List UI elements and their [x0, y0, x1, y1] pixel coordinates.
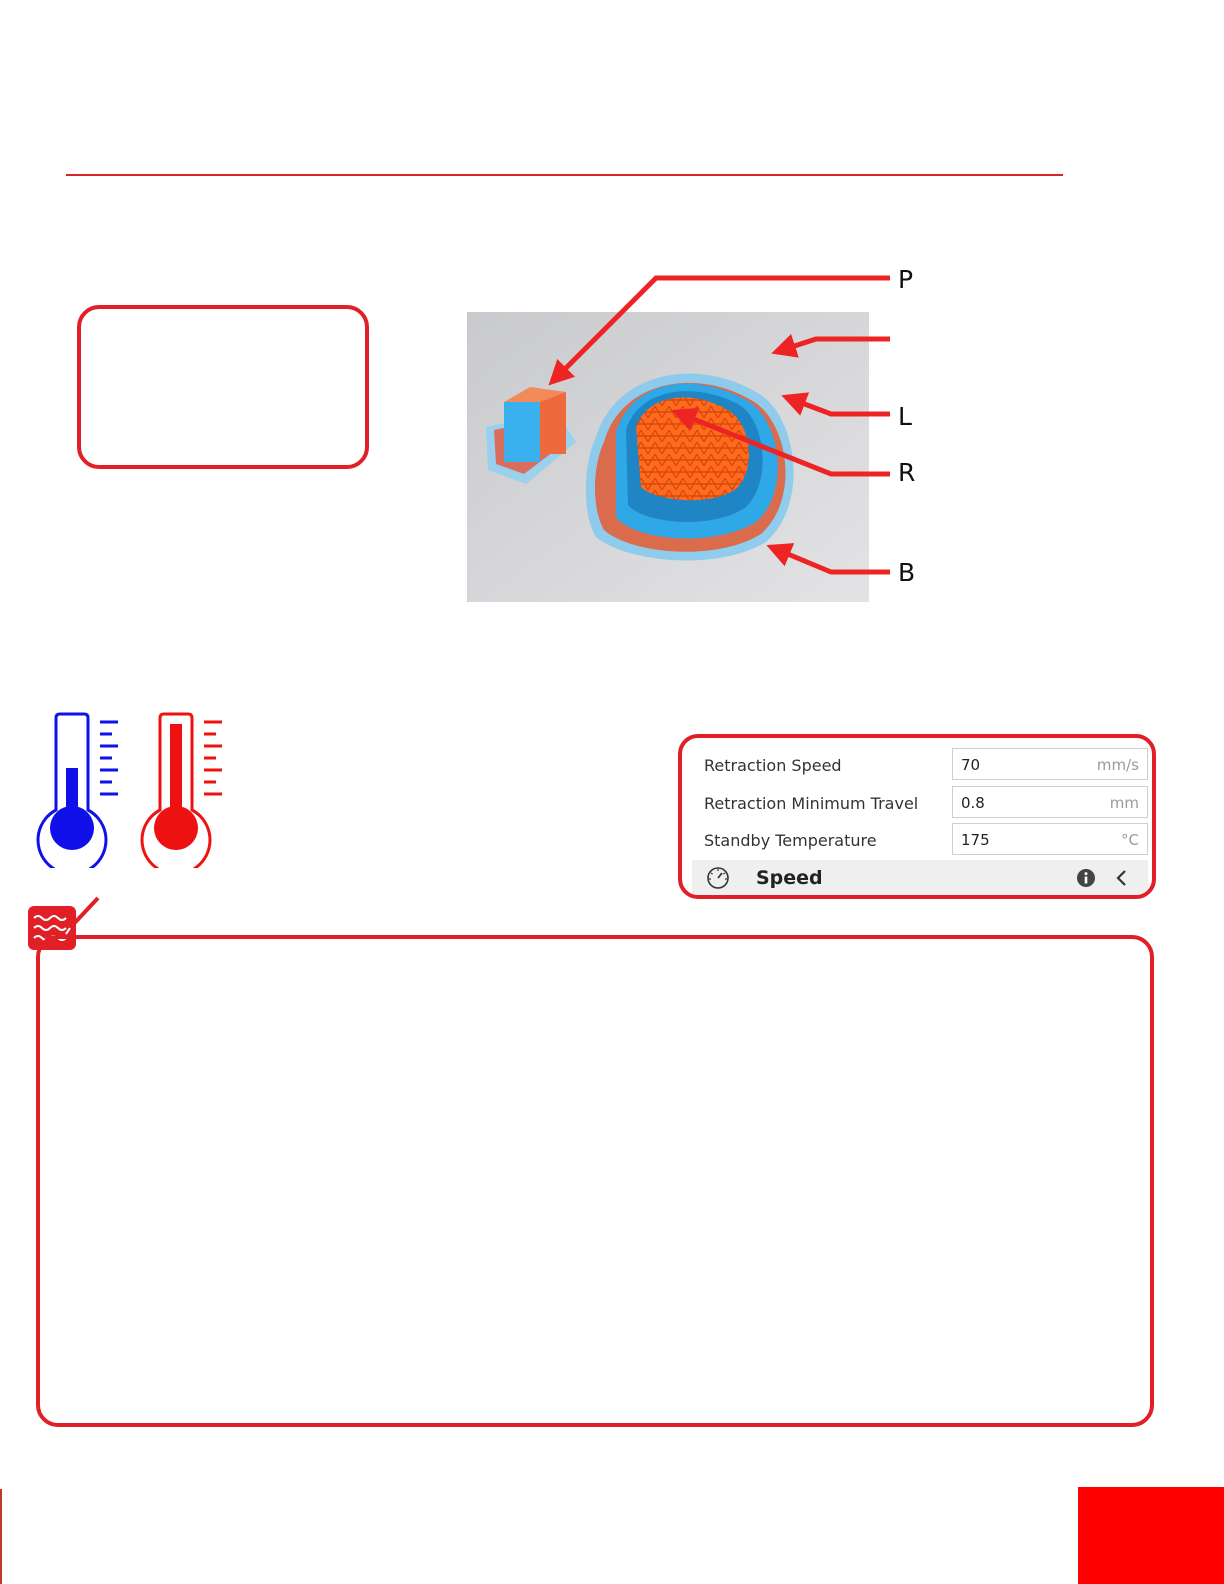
retraction-speed-field[interactable]	[952, 748, 1148, 780]
setting-label: Retraction Speed	[704, 756, 842, 775]
print-diagram	[466, 262, 926, 604]
cold-thermometer-icon	[36, 710, 126, 872]
field-value: 175	[961, 831, 990, 849]
hot-thermometer-icon	[140, 710, 230, 872]
support-cube	[504, 402, 540, 462]
setting-row-retraction-speed	[692, 748, 1148, 782]
field-unit: °C	[1121, 831, 1139, 849]
standby-temperature-field[interactable]	[952, 823, 1148, 855]
setting-row-standby-temperature	[692, 823, 1148, 857]
field-unit: mm	[1109, 794, 1139, 812]
speed-section-label: Speed	[756, 867, 823, 889]
header-rule	[66, 174, 1063, 176]
callout-label-3: L	[898, 402, 912, 431]
settings-panel	[678, 734, 1156, 899]
page-corner-tab	[1078, 1487, 1224, 1584]
setting-row-retraction-min-travel	[692, 786, 1148, 820]
setting-label: Standby Temperature	[704, 831, 877, 850]
callout-label-5: B	[898, 558, 916, 587]
chevron-left-icon[interactable]	[1112, 868, 1132, 888]
retraction-min-travel-field[interactable]	[952, 786, 1148, 818]
callout-label-1: P	[898, 265, 914, 294]
setting-label: Retraction Minimum Travel	[704, 794, 919, 813]
speedometer-icon	[706, 866, 730, 890]
field-unit: mm/s	[1096, 756, 1139, 774]
speed-section-header[interactable]	[692, 860, 1148, 896]
callout-label-4: R	[898, 458, 916, 487]
info-icon[interactable]	[1076, 868, 1096, 888]
field-value: 70	[961, 756, 981, 774]
print-photo	[466, 262, 926, 604]
field-value: 0.8	[961, 794, 985, 812]
note-box	[36, 935, 1154, 1427]
left-edge-mark	[0, 1489, 2, 1584]
empty-text-box	[77, 305, 369, 469]
